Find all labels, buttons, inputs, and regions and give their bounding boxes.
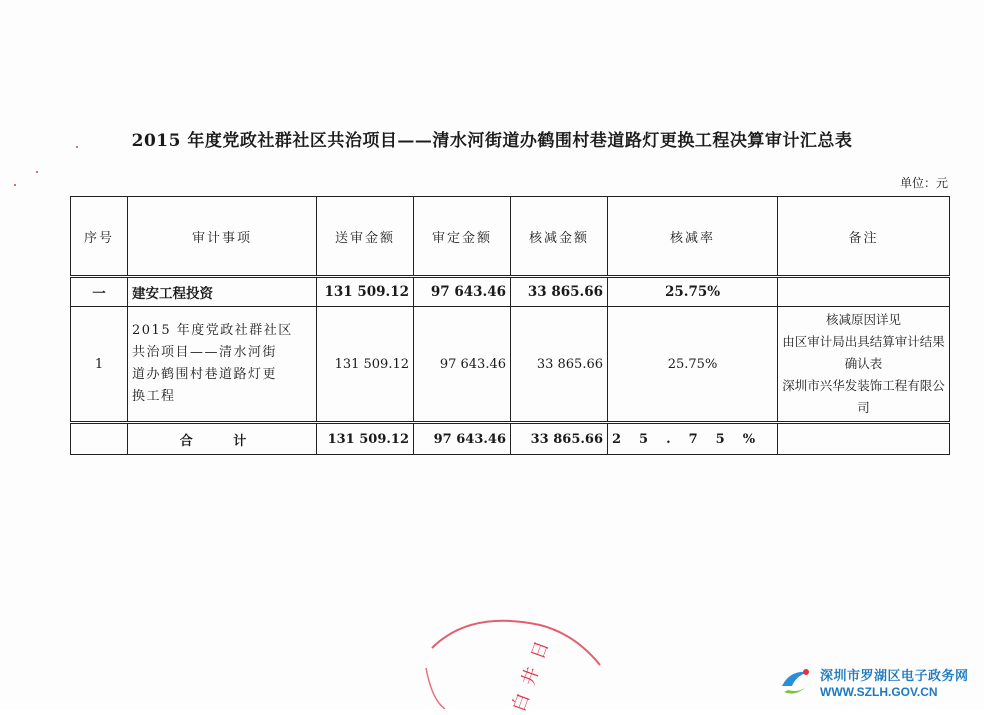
row-submitted: 131 509.12 (317, 307, 414, 423)
row-approved: 97 643.46 (414, 307, 511, 423)
section-remark (778, 277, 950, 307)
total-label: 合 计 (128, 423, 317, 455)
table-header-row (71, 197, 950, 277)
header-item: 审计事项 (128, 197, 317, 277)
site-brand[interactable] (778, 664, 969, 700)
header-approved: 审定金额 (414, 197, 511, 277)
remark-line: 由区审计局出具结算审计结果确认表 (782, 334, 945, 371)
ink-speck (14, 184, 16, 186)
table-row (71, 307, 950, 423)
row-rate: 25.75% (608, 307, 778, 423)
row-seq: 1 (71, 307, 128, 423)
row-item-line: 共治项目——清水河街 (132, 345, 278, 360)
brand-name: 深圳市罗湖区电子政务网 (820, 669, 969, 684)
total-submitted: 131 509.12 (317, 423, 414, 455)
unit-label: 单位：元 (899, 176, 948, 190)
total-approved: 97 643.46 (414, 423, 511, 455)
remark-line: 深圳市兴华发装饰工程有限公司 (782, 378, 945, 415)
row-item-line: 2015 年度党政社群社区 (132, 323, 293, 338)
header-submitted: 送审金额 (317, 197, 414, 277)
section-approved: 97 643.46 (414, 277, 511, 307)
swoosh-logo-icon (778, 664, 814, 700)
ink-speck (36, 171, 38, 173)
row-remark (778, 307, 950, 423)
header-remark: 备注 (778, 197, 950, 277)
section-seq: 一 (71, 277, 128, 307)
audit-summary-table (70, 196, 950, 455)
table-row-total (71, 423, 950, 455)
seal-stamp-text: 白 井 日 (508, 636, 554, 715)
total-reduced: 33 865.66 (511, 423, 608, 455)
row-item-line: 道办鹤围村巷道路灯更 (132, 367, 278, 382)
header-reduced: 核减金额 (511, 197, 608, 277)
header-seq: 序号 (71, 197, 128, 277)
section-rate: 25.75% (608, 277, 778, 307)
total-rate: 25.75% (608, 423, 778, 455)
row-item-line: 换工程 (132, 389, 176, 404)
total-seq (71, 423, 128, 455)
section-submitted: 131 509.12 (317, 277, 414, 307)
table-row-section (71, 277, 950, 307)
document-title: 2015 年度党政社群社区共治项目——清水河街道办鹤围村巷道路灯更换工程决算审计汇总表 (131, 131, 853, 151)
header-rate: 核减率 (608, 197, 778, 277)
row-reduced: 33 865.66 (511, 307, 608, 423)
section-reduced: 33 865.66 (511, 277, 608, 307)
brand-text (820, 665, 969, 699)
remark-line: 核减原因详见 (826, 312, 902, 327)
row-item (128, 307, 317, 423)
total-remark (778, 423, 950, 455)
brand-url[interactable]: WWW.SZLH.GOV.CN (820, 685, 938, 699)
section-item: 建安工程投资 (128, 277, 317, 307)
